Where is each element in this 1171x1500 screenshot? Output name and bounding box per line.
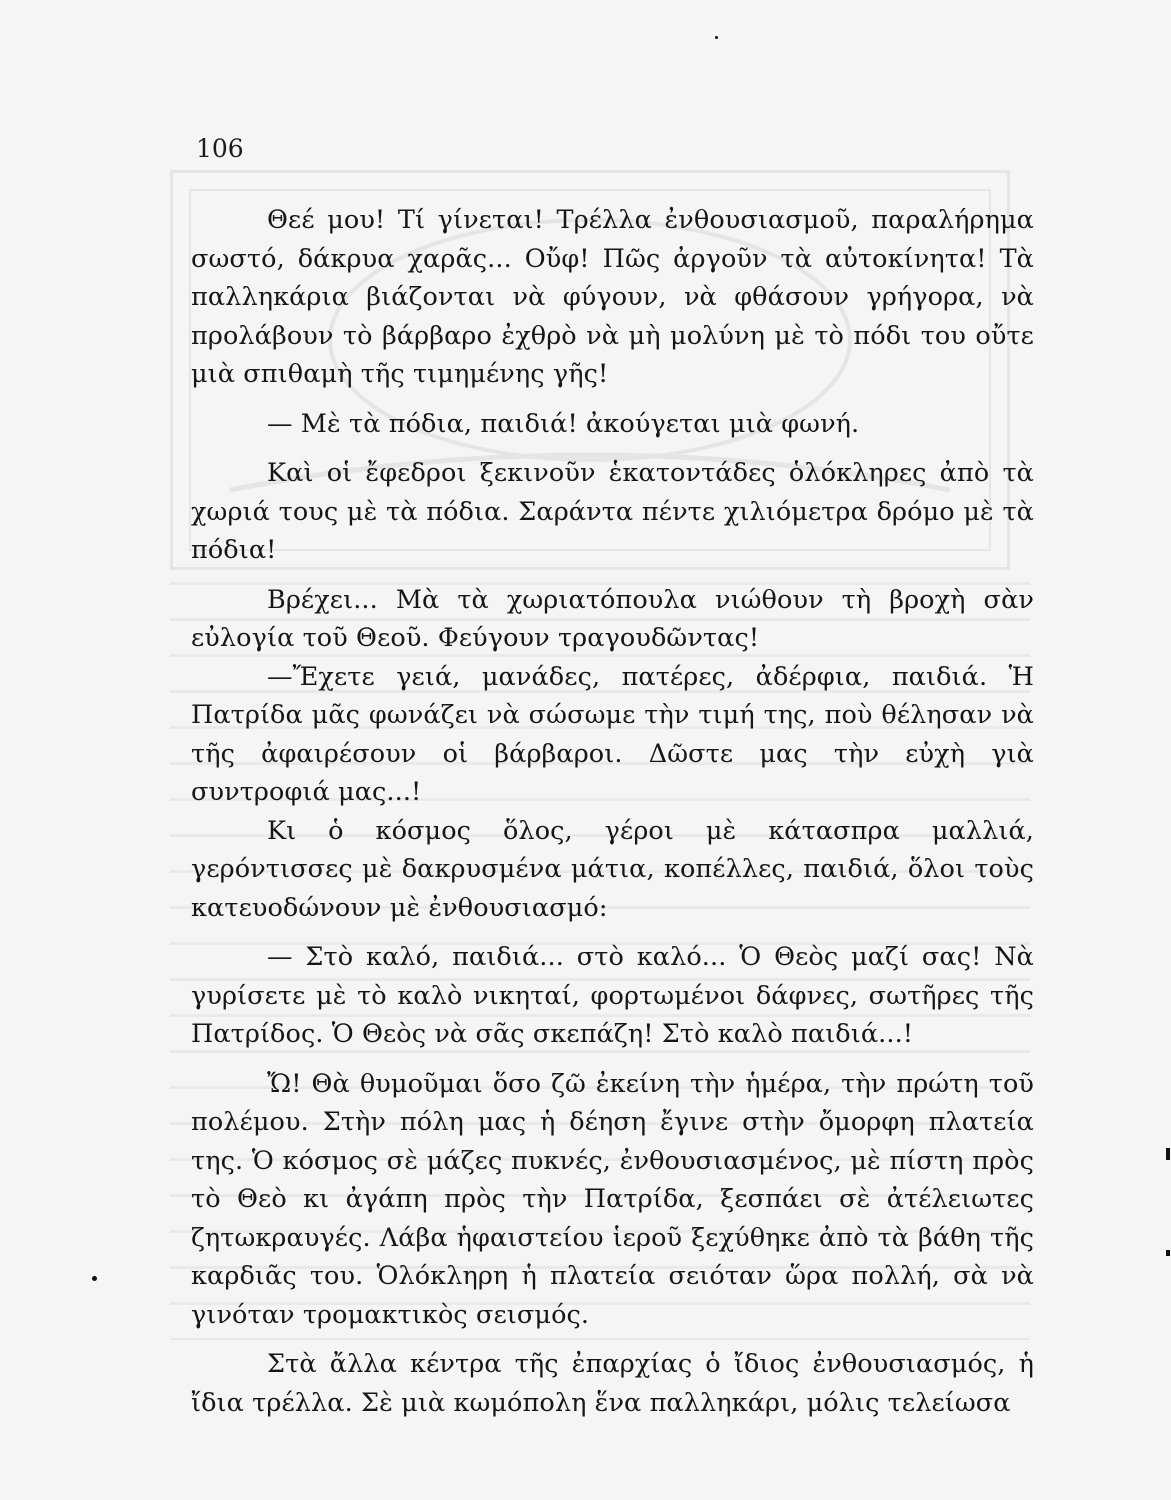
paragraph-5: —Ἔχετε γειά, μανάδες, πατέρες, ἀδέρφια, παιδιά. Ἡ Πατρίδα μᾶς φωνάζει νὰ σώσωμε τὴν τιμή της, ποὺ θέλησαν νὰ τῆς ἀφαιρέσουν οἱ βάρβαροι. Δῶστε μας τὴν εὐχὴ γιὰ συντροφιά μας...! xyxy=(191,661,1034,807)
body-text xyxy=(191,201,1034,1422)
scan-edge-mark xyxy=(1166,1148,1170,1160)
paragraph-6: Κι ὁ κόσμος ὅλος, γέροι μὲ κάτασπρα μαλλιά, γερόντισσες μὲ δακρυσμένα μάτια, κοπέλλες, παιδιά, ὅλοι τοὺς κατευοδώνουν μὲ ἐνθουσιασμό: xyxy=(191,815,1034,923)
scan-edge-mark xyxy=(1166,1250,1170,1256)
paragraph-3: Καὶ οἱ ἔφεδροι ξεκινοῦν ἑκατοντάδες ὁλόκληρες ἀπὸ τὰ χωριά τους μὲ τὰ πόδια. Σαράντα πέντε χιλιόμετρα δρόμο μὲ τὰ πόδια! xyxy=(191,458,1034,565)
paragraph-1: Θεέ μου! Τί γίνεται! Τρέλλα ἐνθουσιασμοῦ, παραλήρημα σωστό, δάκρυα χαρᾶς... Οὔφ! Πῶς ἀργοῦν τὰ αὐτοκίνητα! Τὰ παλληκάρια βιάζονται νὰ φύγουν, νὰ φθάσουν γρήγορα, νὰ προλάβουν τὸ βάρβαρο ἐχθρὸ νὰ μὴ μολύνη μὲ τὸ πόδι του οὔτε μιὰ σπιθαμὴ τῆς τιμημένης γῆς! xyxy=(191,205,1034,389)
paragraph-7: — Στὸ καλό, παιδιά... στὸ καλό... Ὁ Θεὸς μαζί σας! Νὰ γυρίσετε μὲ τὸ καλὸ νικηταί, φορτωμένοι δάφνες, σωτῆρες τῆς Πατρίδος. Ὁ Θεὸς νὰ σᾶς σκεπάζη! Στὸ καλὸ παιδιά...! xyxy=(191,942,1034,1049)
paragraph-4: Βρέχει... Μὰ τὰ χωριατόπουλα νιώθουν τὴ βροχὴ σὰν εὐλογία τοῦ Θεοῦ. Φεύγουν τραγουδῶντας! xyxy=(191,584,1034,653)
scan-speck xyxy=(92,1276,97,1281)
paragraph-2: — Μὲ τὰ πόδια, παιδιά! ἀκούγεται μιὰ φωνή. xyxy=(267,408,860,439)
page-number: 106 xyxy=(196,134,244,163)
paragraph-8: Ὤ! Θὰ θυμοῦμαι ὅσο ζῶ ἐκείνη τὴν ἡμέρα, τὴν πρώτη τοῦ πολέμου. Στὴν πόλη μας ἡ δέηση ἔγινε στὴν ὄμορφη πλατεία της. Ὁ κόσμος σὲ μάζες πυκνές, ἐνθουσιασμένος, μὲ πίστη πρὸς τὸ Θεὸ κι ἀγάπη πρὸς τὴν Πατρίδα, ξεσπάει σὲ ἀτέλειωτες ζητωκραυγές. Λάβα ἡφαιστείου ἱεροῦ ξεχύθηκε ἀπὸ τὰ βάθη τῆς καρδιᾶς του. Ὁλόκληρη ἡ πλατεία σειόταν ὥρα πολλή, σὰ νὰ γινόταν τρομακτικὸς σεισμός. xyxy=(191,1068,1034,1330)
paragraph-9: Στὰ ἄλλα κέντρα τῆς ἐπαρχίας ὁ ἴδιος ἐνθουσιασμός, ἡ ἴδια τρέλλα. Σὲ μιὰ κωμόπολη ἕνα παλληκάρι, μόλις τελείωσα xyxy=(191,1349,1034,1418)
scan-speck xyxy=(715,36,718,39)
